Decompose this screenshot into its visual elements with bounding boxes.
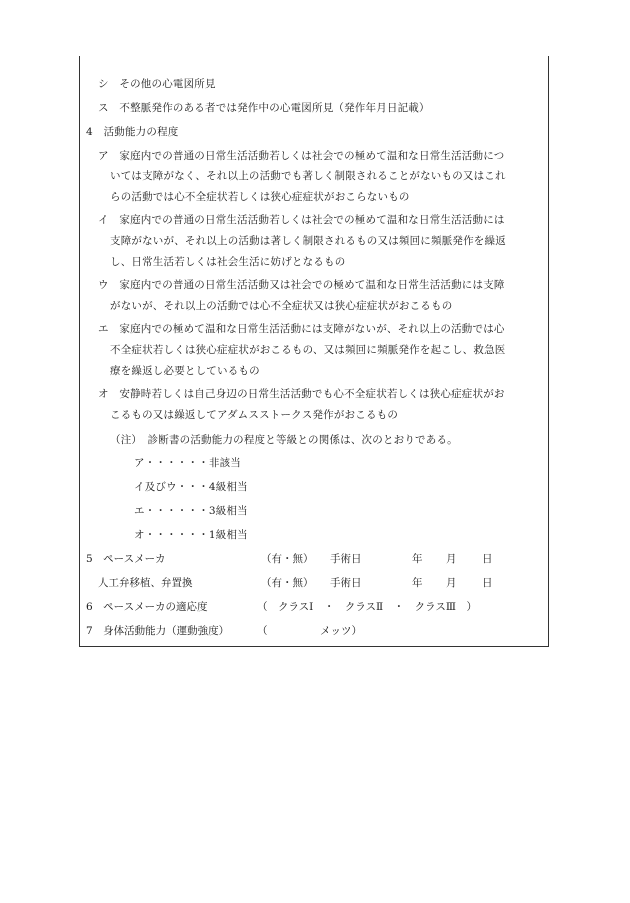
form-box <box>79 56 549 647</box>
grade-o: オ・・・・・・1級相当 <box>134 529 248 541</box>
item-e-line2: 不全症状若しくは狭心症症状がおこるもの、又は頻回に頻脈発作を起こし、救急医 <box>110 344 506 356</box>
pacemaker-year: 年 <box>412 553 423 565</box>
grade-e: エ・・・・・・3級相当 <box>134 505 248 517</box>
valve-month: 月 <box>446 577 457 589</box>
item-i-line3: し、日常生活若しくは社会生活に妨げとなるもの <box>110 256 346 268</box>
pacemaker-month: 月 <box>446 553 457 565</box>
item-u-line2: がないが、それ以上の活動では心不全症状又は狭心症症状がおこるもの <box>110 300 453 312</box>
valve-surgery-date-label: 手術日 <box>330 577 362 589</box>
pacemaker-surgery-date-label: 手術日 <box>330 553 362 565</box>
section-4-title: 4 活動能力の程度 <box>86 126 179 138</box>
item-e-line3: 療を繰返し必要としているもの <box>110 365 260 377</box>
pacemaker-day: 日 <box>482 553 493 565</box>
note-text: （注） 診断書の活動能力の程度と等級との関係は、次のとおりである。 <box>110 434 458 446</box>
item-a-line3: らの活動では心不全症状若しくは狭心症症状がおこらないもの <box>110 191 410 203</box>
item-o-line2: こるもの又は繰返してアダムスストークス発作がおこるもの <box>110 409 399 421</box>
item-su: ス 不整脈発作のある者では発作中の心電図所見（発作年月日記載） <box>98 102 430 114</box>
item-shi: シ その他の心電図所見 <box>98 78 216 90</box>
valve-label: 人工弁移植、弁置換 <box>98 577 193 589</box>
item-i-line2: 支障がないが、それ以上の活動は著しく制限されるもの又は頻回に頻脈発作を繰返 <box>110 235 506 247</box>
pacemaker-presence[interactable]: （有・無） <box>261 553 314 565</box>
grade-iu: イ及びウ・・・4級相当 <box>134 481 248 493</box>
physical-capacity-label: 7 身体活動能力（運動強度） <box>86 625 230 637</box>
valve-year: 年 <box>412 577 423 589</box>
pacemaker-fit-options[interactable]: （ クラスⅠ ・ クラスⅡ ・ クラスⅢ ） <box>257 601 477 613</box>
item-a-line2: いては支障がなく、それ以上の活動でも著しく制限されることがないもの又はこれ <box>110 170 506 182</box>
item-o-line1: オ 安静時若しくは自己身辺の日常生活活動でも心不全症状若しくは狭心症症状がお <box>98 388 505 400</box>
item-a-line1: ア 家庭内での普通の日常生活活動若しくは社会での極めて温和な日常生活活動につ <box>98 150 505 162</box>
item-i-line1: イ 家庭内での普通の日常生活活動若しくは社会での極めて温和な日常生活活動には <box>98 214 505 226</box>
physical-capacity-value[interactable]: （ メッツ） <box>257 625 362 637</box>
item-u-line1: ウ 家庭内での普通の日常生活活動又は社会での極めて温和な日常生活活動には支障 <box>98 279 505 291</box>
pacemaker-fit-label: 6 ペースメーカの適応度 <box>86 601 208 613</box>
valve-presence[interactable]: （有・無） <box>261 577 314 589</box>
valve-day: 日 <box>482 577 493 589</box>
pacemaker-label: 5 ペースメーカ <box>86 553 166 565</box>
item-e-line1: エ 家庭内での極めて温和な日常生活活動には支障がないが、それ以上の活動では心 <box>98 323 505 335</box>
grade-a: ア・・・・・・非該当 <box>134 457 241 469</box>
